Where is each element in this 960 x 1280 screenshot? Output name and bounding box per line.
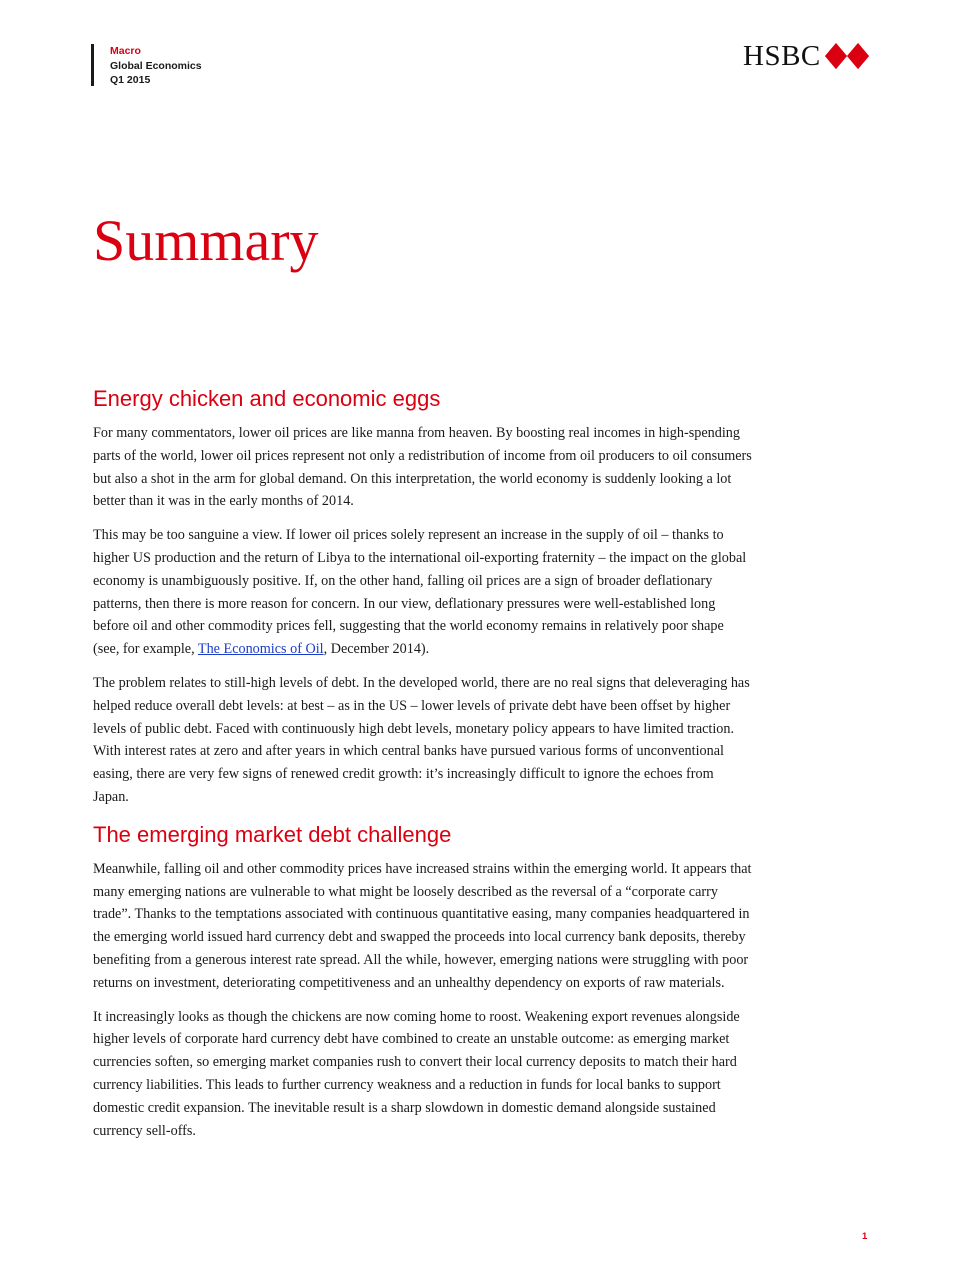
section-heading-emerging-market: The emerging market debt challenge <box>93 821 452 847</box>
document-header <box>110 44 202 88</box>
header-divider <box>91 44 94 86</box>
page-title: Summary <box>93 208 319 273</box>
logo-text: HSBC <box>743 40 821 72</box>
main-content <box>93 384 753 1153</box>
hsbc-hexagon-icon <box>825 43 869 69</box>
header-section: Macro <box>110 45 141 57</box>
paragraph: For many commentators, lower oil prices are like manna from heaven. By boosting real incomes in high-spending parts of the world, lower oil prices represent not only a redistribution of income from oil producers to oil consumers but also a shot in the arm for global demand. On this interpretation, the world economy is suddenly looking a lot better than it was in the early months of 2014. <box>93 425 752 510</box>
paragraph-text: This may be too sanguine a view. If lower oil prices solely represent an increase in the supply of oil – thanks to higher US production and the return of Libya to the international oil-exporting fraternity – the impact on the global economy is unambiguously positive. If, on the other hand, falling oil prices are a sign of broader deflationary patterns, then there is more reason for concern. In our view, deflationary pressures were well-established long before oil and other commodity prices fell, suggesting that the world economy remains in relatively poor shape (see, for example, <box>93 527 747 658</box>
hsbc-logo <box>743 40 869 72</box>
paragraph: It increasingly looks as though the chickens are now coming home to roost. Weakening export revenues alongside higher levels of corporate hard currency debt have combined to create an unstable outcome: as emerging market currencies soften, so emerging market companies rush to convert their local currency deposits to match their hard currency liabilities. This leads to further currency weakness and a reduction in funds for local banks to support domestic credit expansion. The inevitable result is a sharp slowdown in domestic demand alongside sustained currency sell-offs. <box>93 1008 740 1139</box>
header-department: Global Economics <box>110 59 202 72</box>
header-period: Q1 2015 <box>110 74 151 86</box>
page-number: 1 <box>862 1231 868 1242</box>
paragraph: The problem relates to still-high levels of debt. In the developed world, there are no real signs that deleveraging has helped reduce overall debt levels: at best – as in the US – lower levels of private debt have been offset by higher levels of public debt. Faced with continuously high debt levels, monetary policy appears to have limited traction. With interest rates at zero and after years in which central banks have pursued various forms of unconventional easing, there are very few signs of renewed credit growth: it’s increasingly difficult to ignore the echoes from Japan. <box>93 674 750 805</box>
economics-of-oil-link[interactable]: The Economics of Oil <box>197 641 324 658</box>
paragraph <box>93 524 753 661</box>
paragraph-text: , December 2014). <box>323 641 430 658</box>
paragraph: Meanwhile, falling oil and other commodity prices have increased strains within the emerging world. It appears that many emerging nations are vulnerable to what might be loosely described as the reversal of a “corporate carry trade”. Thanks to the temptations associated with continuous quantitative easing, many companies headquartered in the emerging world issued hard currency debt and swapped the proceeds into local currency bank deposits, thereby benefiting from a generous interest rate spread. All the while, however, emerging nations were struggling with poor returns on investment, deteriorating competitiveness and an unhealthy dependency on exports of raw materials. <box>93 860 752 991</box>
section-heading-energy: Energy chicken and economic eggs <box>93 386 441 411</box>
